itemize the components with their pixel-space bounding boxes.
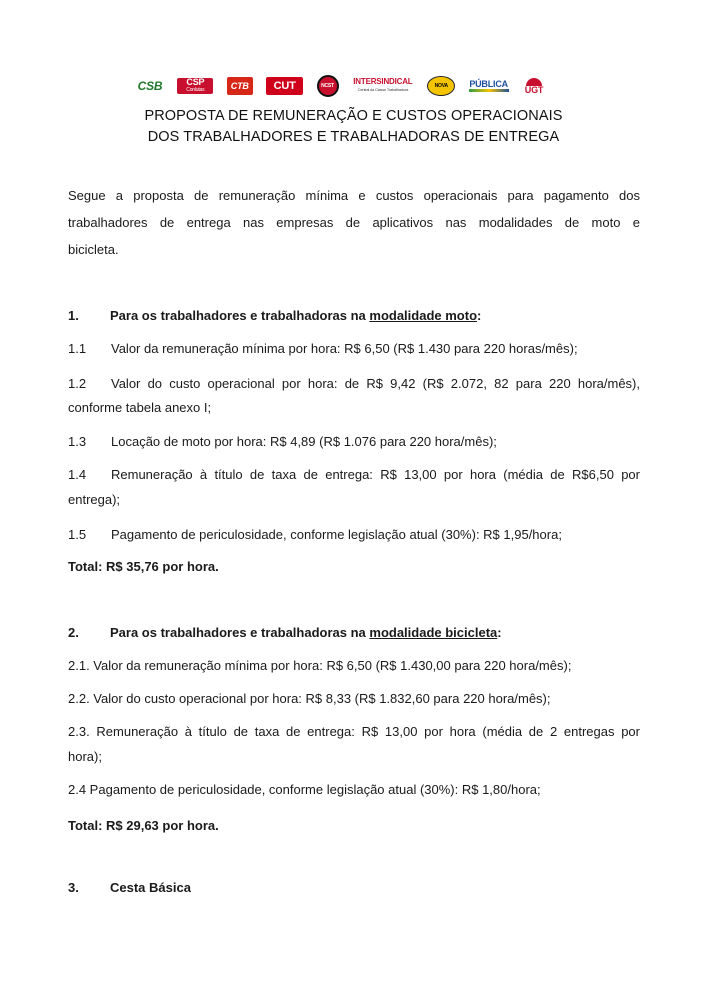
section-2-heading: 2. Para os trabalhadores e trabalhadoras na modalidade bicicleta: [68, 623, 640, 643]
intro-line-1: Segue a proposta de remuneração mínima e custos operacionais para pagamento dos [68, 188, 640, 203]
list-item: 1.4 Remuneração à título de taxa de entrega: R$ 13,00 por hora (média de R$6,50 por [68, 467, 640, 482]
csb-logo: CSB [137, 79, 163, 93]
list-item-continuation: hora); [68, 749, 102, 764]
union-logos [136, 73, 546, 99]
section-1-heading: 1. Para os trabalhadores e trabalhadoras na modalidade moto: [68, 306, 640, 326]
list-item: 1.1 Valor da remuneração mínima por hora: R$ 6,50 (R$ 1.430 para 220 horas/mês); [68, 341, 578, 356]
intro-line-3: bicicleta. [68, 242, 119, 257]
document-title-line-2: DOS TRABALHADORES E TRABALHADORAS DE ENTREGA [147, 129, 560, 145]
document-title-line-1: PROPOSTA DE REMUNERAÇÃO E CUSTOS OPERACIONAIS [144, 108, 563, 124]
list-item: 2.4 Pagamento de periculosidade, conforme legislação atual (30%): R$ 1,80/hora; [68, 782, 541, 797]
section-1-total: Total: R$ 35,76 por hora. [68, 559, 219, 574]
modality-label: modalidade bicicleta [369, 625, 498, 640]
publica-logo: PÚBLICA [469, 77, 509, 95]
list-item-continuation: entrega); [68, 492, 121, 507]
section-3-heading: 3. Cesta Básica [68, 878, 640, 898]
cut-logo: CUT [266, 77, 303, 95]
intro-line-2: trabalhadores de entrega nas empresas de aplicativos nas modalidades de moto e [68, 215, 640, 230]
ncst-logo: NCST [317, 75, 339, 97]
list-item-continuation: conforme tabela anexo I; [68, 400, 212, 415]
list-item: 1.5 Pagamento de periculosidade, conforme legislação atual (30%): R$ 1,95/hora; [68, 527, 562, 542]
list-item: 1.3 Locação de moto por hora: R$ 4,89 (R$ 1.076 para 220 hora/mês); [68, 434, 497, 449]
list-item: 2.2. Valor do custo operacional por hora: R$ 8,33 (R$ 1.832,60 para 220 hora/mês); [68, 691, 551, 706]
ctb-logo: CTB [227, 77, 253, 95]
section-2-total: Total: R$ 29,63 por hora. [68, 818, 219, 833]
csp-conlutas-logo: CSP Conlutas [177, 78, 213, 94]
intersindical-logo: INTERSINDICAL Central da Classe Trabalhadora [353, 77, 413, 92]
list-item: 2.3. Remuneração à título de taxa de entrega: R$ 13,00 por hora (média de 2 entregas por [68, 724, 640, 739]
modality-label: modalidade moto [369, 308, 478, 323]
section-number: 3. [68, 880, 79, 895]
section-number: 1. [68, 308, 79, 323]
nova-central-logo: NOVA [427, 76, 455, 96]
ugt-logo: UGT [522, 77, 546, 95]
section-number: 2. [68, 625, 79, 640]
list-item: 2.1. Valor da remuneração mínima por hora: R$ 6,50 (R$ 1.430,00 para 220 hora/mês); [68, 658, 572, 673]
list-item: 1.2 Valor do custo operacional por hora: de R$ 9,42 (R$ 2.072, 82 para 220 hora/mês), [68, 376, 640, 391]
